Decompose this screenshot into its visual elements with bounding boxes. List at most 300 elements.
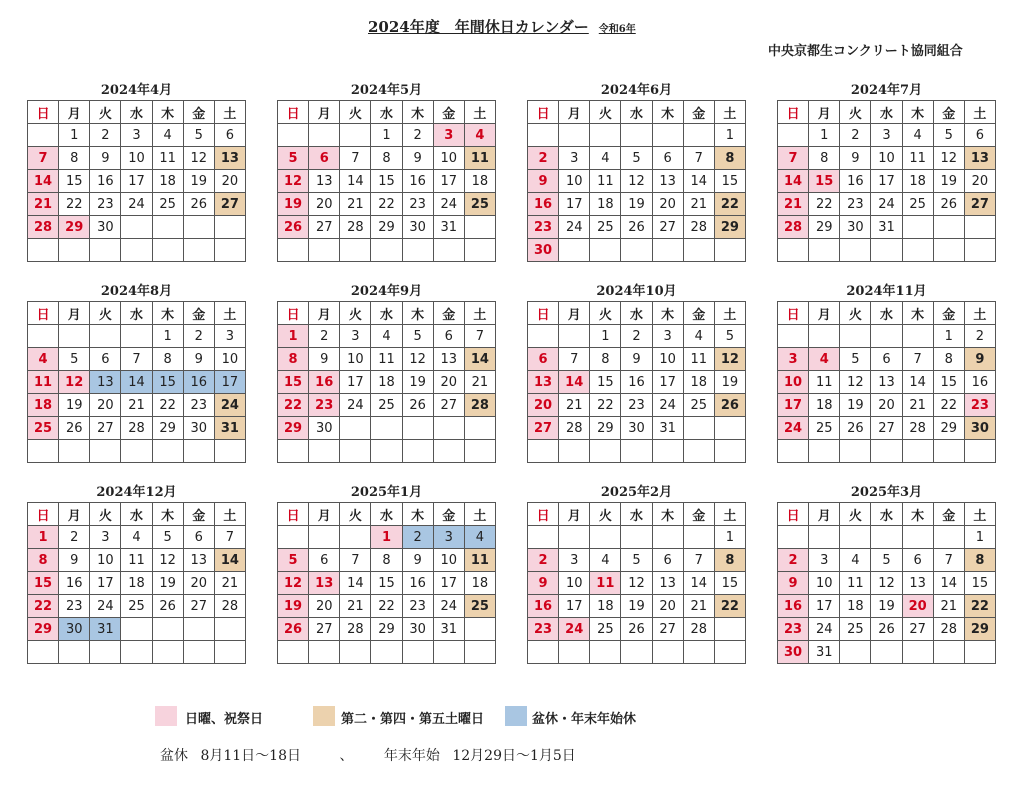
empty-cell — [28, 124, 59, 147]
month-table — [777, 502, 996, 664]
weekday-header: 月 — [59, 302, 90, 325]
day-cell: 17 — [214, 371, 245, 394]
empty-cell — [528, 526, 559, 549]
day-cell: 24 — [121, 193, 152, 216]
day-cell: 28 — [683, 618, 714, 641]
day-cell: 16 — [309, 371, 340, 394]
day-cell: 6 — [183, 526, 214, 549]
day-cell: 28 — [340, 618, 371, 641]
day-cell: 28 — [340, 216, 371, 239]
day-cell: 18 — [590, 595, 621, 618]
empty-cell — [464, 216, 495, 239]
empty-cell — [183, 618, 214, 641]
month-title: 2024年11月 — [846, 284, 927, 299]
day-cell: 4 — [152, 124, 183, 147]
day-cell: 21 — [121, 394, 152, 417]
day-cell: 30 — [778, 641, 809, 664]
empty-cell — [714, 417, 745, 440]
day-cell: 12 — [621, 572, 652, 595]
empty-cell — [340, 526, 371, 549]
day-cell: 16 — [59, 572, 90, 595]
month-title: 2024年4月 — [100, 83, 173, 98]
weekday-header: 土 — [964, 101, 995, 124]
day-cell: 7 — [28, 147, 59, 170]
day-cell: 23 — [964, 394, 995, 417]
empty-cell — [683, 526, 714, 549]
day-cell: 4 — [28, 348, 59, 371]
weekday-header: 土 — [464, 302, 495, 325]
day-cell: 5 — [871, 549, 902, 572]
day-cell: 18 — [683, 371, 714, 394]
day-cell: 18 — [28, 394, 59, 417]
day-cell: 2 — [778, 549, 809, 572]
empty-cell — [683, 124, 714, 147]
day-cell: 25 — [902, 193, 933, 216]
day-cell: 5 — [714, 325, 745, 348]
day-cell: 10 — [90, 549, 121, 572]
weekday-header: 木 — [402, 101, 433, 124]
month-calendar — [277, 82, 496, 262]
empty-cell — [714, 440, 745, 463]
weekday-header: 水 — [371, 503, 402, 526]
day-cell: 25 — [683, 394, 714, 417]
day-cell: 30 — [621, 417, 652, 440]
day-cell: 2 — [402, 124, 433, 147]
empty-cell — [933, 641, 964, 664]
weekday-header: 木 — [652, 101, 683, 124]
day-cell: 10 — [121, 147, 152, 170]
day-cell: 9 — [309, 348, 340, 371]
empty-cell — [683, 440, 714, 463]
month-title: 2025年2月 — [600, 485, 673, 500]
day-cell: 29 — [809, 216, 840, 239]
month-table — [27, 502, 246, 664]
weekday-header: 土 — [964, 503, 995, 526]
empty-cell — [652, 526, 683, 549]
day-cell: 13 — [433, 348, 464, 371]
month-title: 2024年8月 — [100, 284, 173, 299]
empty-cell — [183, 239, 214, 262]
empty-cell — [121, 618, 152, 641]
empty-cell — [809, 239, 840, 262]
day-cell: 20 — [964, 170, 995, 193]
legend-label-holiday: 日曜、祝祭日 — [185, 712, 264, 727]
day-cell: 14 — [214, 549, 245, 572]
day-cell: 28 — [933, 618, 964, 641]
weekday-header: 日 — [28, 101, 59, 124]
empty-cell — [278, 124, 309, 147]
month-title: 2025年3月 — [850, 485, 923, 500]
month-table — [777, 100, 996, 262]
day-cell: 20 — [528, 394, 559, 417]
day-cell: 29 — [714, 216, 745, 239]
month-calendar — [277, 484, 496, 664]
day-cell: 5 — [278, 549, 309, 572]
day-cell: 18 — [121, 572, 152, 595]
day-cell: 29 — [278, 417, 309, 440]
month-table — [527, 100, 746, 262]
legend-label-obon: 盆休・年末年始休 — [532, 712, 637, 727]
day-cell: 8 — [278, 348, 309, 371]
day-cell: 4 — [683, 325, 714, 348]
day-cell: 17 — [559, 193, 590, 216]
month-table — [527, 301, 746, 463]
empty-cell — [621, 641, 652, 664]
day-cell: 24 — [652, 394, 683, 417]
day-cell: 23 — [621, 394, 652, 417]
day-cell: 12 — [278, 170, 309, 193]
weekday-header: 水 — [371, 101, 402, 124]
day-cell: 19 — [621, 595, 652, 618]
day-cell: 1 — [809, 124, 840, 147]
empty-cell — [433, 440, 464, 463]
day-cell: 3 — [652, 325, 683, 348]
day-cell: 29 — [371, 216, 402, 239]
day-cell: 4 — [464, 526, 495, 549]
weekday-header: 日 — [528, 101, 559, 124]
day-cell: 16 — [778, 595, 809, 618]
day-cell: 20 — [871, 394, 902, 417]
empty-cell — [683, 417, 714, 440]
day-cell: 18 — [840, 595, 871, 618]
day-cell: 12 — [59, 371, 90, 394]
empty-cell — [464, 440, 495, 463]
empty-cell — [871, 440, 902, 463]
empty-cell — [121, 216, 152, 239]
day-cell: 11 — [121, 549, 152, 572]
day-cell: 19 — [59, 394, 90, 417]
day-cell: 8 — [371, 549, 402, 572]
empty-cell — [871, 239, 902, 262]
day-cell: 22 — [809, 193, 840, 216]
day-cell: 17 — [433, 170, 464, 193]
empty-cell — [121, 440, 152, 463]
day-cell: 4 — [902, 124, 933, 147]
day-cell: 5 — [183, 124, 214, 147]
day-cell: 17 — [433, 572, 464, 595]
day-cell: 21 — [464, 371, 495, 394]
day-cell: 14 — [121, 371, 152, 394]
month-calendar — [777, 484, 996, 664]
day-cell: 19 — [402, 371, 433, 394]
day-cell: 27 — [652, 618, 683, 641]
empty-cell — [964, 440, 995, 463]
day-cell: 21 — [778, 193, 809, 216]
day-cell: 5 — [278, 147, 309, 170]
empty-cell — [683, 641, 714, 664]
empty-cell — [402, 641, 433, 664]
day-cell: 27 — [652, 216, 683, 239]
day-cell: 4 — [840, 549, 871, 572]
day-cell: 20 — [183, 572, 214, 595]
day-cell: 13 — [214, 147, 245, 170]
weekday-header: 土 — [464, 503, 495, 526]
empty-cell — [183, 641, 214, 664]
weekday-header: 金 — [183, 503, 214, 526]
day-cell: 22 — [278, 394, 309, 417]
weekday-header: 火 — [590, 101, 621, 124]
day-cell: 7 — [559, 348, 590, 371]
empty-cell — [402, 440, 433, 463]
weekday-header: 月 — [809, 503, 840, 526]
empty-cell — [28, 440, 59, 463]
month-calendar — [527, 82, 746, 262]
day-cell: 3 — [433, 124, 464, 147]
empty-cell — [340, 417, 371, 440]
day-cell: 3 — [121, 124, 152, 147]
empty-cell — [528, 641, 559, 664]
day-cell: 6 — [309, 549, 340, 572]
month-title: 2024年7月 — [850, 83, 923, 98]
day-cell: 24 — [559, 618, 590, 641]
weekday-header: 火 — [840, 101, 871, 124]
day-cell: 8 — [152, 348, 183, 371]
weekday-header: 火 — [840, 503, 871, 526]
day-cell: 4 — [590, 549, 621, 572]
month-calendar — [777, 82, 996, 262]
day-cell: 12 — [402, 348, 433, 371]
empty-cell — [59, 641, 90, 664]
day-cell: 24 — [90, 595, 121, 618]
day-cell: 25 — [464, 595, 495, 618]
day-cell: 21 — [214, 572, 245, 595]
day-cell: 22 — [152, 394, 183, 417]
empty-cell — [371, 641, 402, 664]
weekday-header: 木 — [152, 101, 183, 124]
weekday-header: 月 — [59, 101, 90, 124]
day-cell: 22 — [371, 193, 402, 216]
weekday-header: 月 — [309, 302, 340, 325]
empty-cell — [433, 641, 464, 664]
weekday-header: 火 — [840, 302, 871, 325]
day-cell: 24 — [214, 394, 245, 417]
month-title: 2024年12月 — [96, 485, 177, 500]
day-cell: 22 — [590, 394, 621, 417]
weekday-header: 日 — [528, 302, 559, 325]
newyear-range: 12月29日～1月5日 — [452, 748, 576, 764]
day-cell: 20 — [309, 595, 340, 618]
empty-cell — [933, 216, 964, 239]
day-cell: 26 — [183, 193, 214, 216]
day-cell: 26 — [621, 216, 652, 239]
empty-cell — [809, 440, 840, 463]
day-cell: 19 — [183, 170, 214, 193]
empty-cell — [340, 440, 371, 463]
weekday-header: 日 — [528, 503, 559, 526]
day-cell: 22 — [371, 595, 402, 618]
day-cell: 9 — [402, 549, 433, 572]
day-cell: 15 — [28, 572, 59, 595]
day-cell: 8 — [933, 348, 964, 371]
weekday-header: 月 — [309, 101, 340, 124]
empty-cell — [590, 526, 621, 549]
weekday-header: 金 — [933, 302, 964, 325]
day-cell: 15 — [714, 572, 745, 595]
empty-cell — [714, 618, 745, 641]
weekday-header: 火 — [340, 101, 371, 124]
day-cell: 13 — [652, 170, 683, 193]
day-cell: 16 — [402, 572, 433, 595]
month-calendar — [527, 484, 746, 664]
day-cell: 25 — [590, 216, 621, 239]
empty-cell — [90, 239, 121, 262]
weekday-header: 火 — [90, 101, 121, 124]
empty-cell — [809, 526, 840, 549]
day-cell: 15 — [964, 572, 995, 595]
day-cell: 8 — [714, 549, 745, 572]
day-cell: 30 — [309, 417, 340, 440]
day-cell: 7 — [902, 348, 933, 371]
empty-cell — [464, 239, 495, 262]
month-calendar — [27, 283, 246, 463]
day-cell: 9 — [528, 572, 559, 595]
page-title — [368, 16, 636, 37]
day-cell: 15 — [278, 371, 309, 394]
empty-cell — [714, 641, 745, 664]
legend-swatch-holiday — [155, 706, 177, 726]
day-cell: 30 — [402, 618, 433, 641]
empty-cell — [121, 641, 152, 664]
empty-cell — [840, 440, 871, 463]
organization-name: 中央京都生コンクリート協同組合 — [768, 44, 963, 59]
day-cell: 20 — [214, 170, 245, 193]
day-cell: 14 — [683, 170, 714, 193]
empty-cell — [778, 526, 809, 549]
day-cell: 27 — [528, 417, 559, 440]
day-cell: 8 — [371, 147, 402, 170]
day-cell: 17 — [340, 371, 371, 394]
day-cell: 7 — [683, 549, 714, 572]
day-cell: 7 — [683, 147, 714, 170]
weekday-header: 木 — [902, 503, 933, 526]
empty-cell — [402, 417, 433, 440]
empty-cell — [559, 526, 590, 549]
day-cell: 21 — [340, 595, 371, 618]
weekday-header: 土 — [714, 302, 745, 325]
empty-cell — [590, 440, 621, 463]
weekday-header: 金 — [683, 101, 714, 124]
day-cell: 31 — [214, 417, 245, 440]
empty-cell — [278, 526, 309, 549]
day-cell: 26 — [871, 618, 902, 641]
day-cell: 26 — [714, 394, 745, 417]
weekday-header: 水 — [121, 302, 152, 325]
empty-cell — [433, 239, 464, 262]
day-cell: 9 — [964, 348, 995, 371]
month-table — [277, 100, 496, 262]
day-cell: 16 — [90, 170, 121, 193]
empty-cell — [464, 641, 495, 664]
day-cell: 14 — [778, 170, 809, 193]
day-cell: 12 — [278, 572, 309, 595]
day-cell: 31 — [809, 641, 840, 664]
empty-cell — [902, 526, 933, 549]
day-cell: 3 — [559, 147, 590, 170]
day-cell: 1 — [59, 124, 90, 147]
day-cell: 11 — [590, 170, 621, 193]
day-cell: 15 — [809, 170, 840, 193]
day-cell: 4 — [371, 325, 402, 348]
weekday-header: 月 — [809, 302, 840, 325]
weekday-header: 水 — [621, 302, 652, 325]
weekday-header: 金 — [433, 503, 464, 526]
month-table — [27, 100, 246, 262]
obon-label: 盆休 — [160, 748, 188, 764]
day-cell: 26 — [621, 618, 652, 641]
day-cell: 3 — [433, 526, 464, 549]
weekday-header: 木 — [152, 503, 183, 526]
day-cell: 18 — [809, 394, 840, 417]
day-cell: 30 — [90, 216, 121, 239]
day-cell: 21 — [28, 193, 59, 216]
day-cell: 2 — [528, 147, 559, 170]
day-cell: 15 — [371, 572, 402, 595]
day-cell: 9 — [840, 147, 871, 170]
weekday-header: 金 — [183, 302, 214, 325]
day-cell: 29 — [152, 417, 183, 440]
day-cell: 9 — [528, 170, 559, 193]
day-cell: 6 — [433, 325, 464, 348]
day-cell: 30 — [528, 239, 559, 262]
day-cell: 14 — [340, 572, 371, 595]
empty-cell — [309, 641, 340, 664]
empty-cell — [152, 641, 183, 664]
empty-cell — [809, 325, 840, 348]
day-cell: 25 — [28, 417, 59, 440]
day-cell: 21 — [683, 595, 714, 618]
day-cell: 14 — [340, 170, 371, 193]
day-cell: 11 — [590, 572, 621, 595]
weekday-header: 水 — [121, 101, 152, 124]
day-cell: 17 — [652, 371, 683, 394]
day-cell: 6 — [902, 549, 933, 572]
day-cell: 24 — [871, 193, 902, 216]
day-cell: 26 — [278, 216, 309, 239]
day-cell: 16 — [621, 371, 652, 394]
day-cell: 24 — [778, 417, 809, 440]
empty-cell — [559, 440, 590, 463]
weekday-header: 金 — [933, 101, 964, 124]
empty-cell — [621, 239, 652, 262]
empty-cell — [621, 124, 652, 147]
empty-cell — [840, 526, 871, 549]
day-cell: 1 — [152, 325, 183, 348]
weekday-header: 日 — [778, 101, 809, 124]
weekday-header: 日 — [778, 302, 809, 325]
day-cell: 1 — [714, 526, 745, 549]
empty-cell — [933, 440, 964, 463]
day-cell: 5 — [840, 348, 871, 371]
empty-cell — [778, 325, 809, 348]
day-cell: 23 — [183, 394, 214, 417]
day-cell: 19 — [621, 193, 652, 216]
weekday-header: 木 — [652, 302, 683, 325]
day-cell: 13 — [902, 572, 933, 595]
day-cell: 25 — [121, 595, 152, 618]
day-cell: 11 — [683, 348, 714, 371]
day-cell: 19 — [278, 193, 309, 216]
day-cell: 11 — [464, 549, 495, 572]
day-cell: 15 — [714, 170, 745, 193]
day-cell: 14 — [933, 572, 964, 595]
empty-cell — [778, 440, 809, 463]
month-table — [777, 301, 996, 463]
day-cell: 1 — [933, 325, 964, 348]
day-cell: 3 — [871, 124, 902, 147]
empty-cell — [214, 440, 245, 463]
day-cell: 27 — [433, 394, 464, 417]
day-cell: 28 — [464, 394, 495, 417]
